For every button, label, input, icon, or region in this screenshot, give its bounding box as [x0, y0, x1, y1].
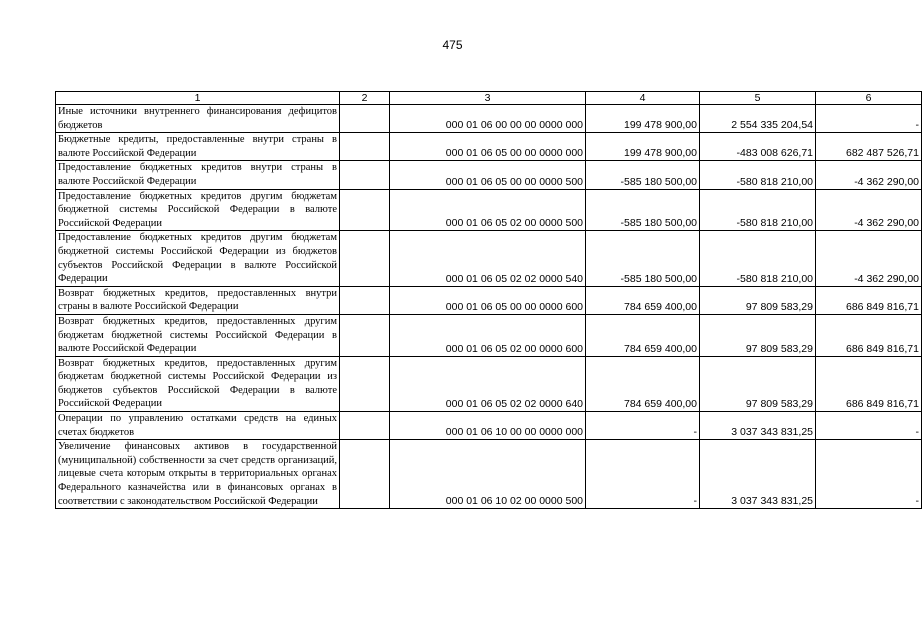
row-name-cell: Возврат бюджетных кредитов, предоставленных другим бюджетам бюджетной системы Российской Федерации в валюте Российской Федерации: [56, 314, 340, 356]
table-row: [56, 105, 922, 133]
row-name-cell: Иные источники внутреннего финансирования дефицитов бюджетов: [56, 105, 340, 133]
value-col4-cell: -585 180 500,00: [586, 161, 700, 189]
row-name-cell: Увеличение финансовых активов в государственной (муниципальной) собственности за счет средств организаций, лицевые счета которым открыты в территориальных органах Федерального казначейства или в финансовых органах в соответствии с законодательством Российской Федерации: [56, 440, 340, 509]
row-name-cell: Предоставление бюджетных кредитов внутри страны в валюте Российской Федерации: [56, 161, 340, 189]
table-row: [56, 231, 922, 286]
page-number: 475: [442, 38, 463, 52]
value-col6-cell: 686 849 816,71: [816, 314, 922, 356]
value-col6-cell: 686 849 816,71: [816, 356, 922, 411]
value-col5-cell: 97 809 583,29: [700, 356, 816, 411]
value-col5-cell: -580 818 210,00: [700, 161, 816, 189]
budget-sources-table: [55, 91, 922, 509]
value-col5-cell: 3 037 343 831,25: [700, 412, 816, 440]
budget-code-cell: 000 01 06 05 02 02 0000 640: [390, 356, 586, 411]
table-row: [56, 286, 922, 314]
row-col2-cell: [340, 133, 390, 161]
row-col2-cell: [340, 286, 390, 314]
value-col4-cell: -: [586, 412, 700, 440]
row-name-cell: Бюджетные кредиты, предоставленные внутри страны в валюте Российской Федерации: [56, 133, 340, 161]
row-col2-cell: [340, 189, 390, 231]
budget-code-cell: 000 01 06 05 00 00 0000 500: [390, 161, 586, 189]
value-col4-cell: 784 659 400,00: [586, 314, 700, 356]
row-name-cell: Возврат бюджетных кредитов, предоставленных внутри страны в валюте Российской Федерации: [56, 286, 340, 314]
row-name-cell: Операции по управлению остатками средств на единых счетах бюджетов: [56, 412, 340, 440]
row-col2-cell: [340, 161, 390, 189]
value-col4-cell: 199 478 900,00: [586, 105, 700, 133]
row-col2-cell: [340, 231, 390, 286]
value-col4-cell: -585 180 500,00: [586, 231, 700, 286]
budget-code-cell: 000 01 06 05 02 02 0000 540: [390, 231, 586, 286]
row-name-cell: Предоставление бюджетных кредитов другим бюджетам бюджетной системы Российской Федерации в валюте Российской Федерации: [56, 189, 340, 231]
column-header: 3: [390, 92, 586, 105]
value-col6-cell: -: [816, 105, 922, 133]
table-header-row: [56, 92, 922, 105]
budget-code-cell: 000 01 06 00 00 00 0000 000: [390, 105, 586, 133]
row-col2-cell: [340, 440, 390, 509]
budget-code-cell: 000 01 06 05 02 00 0000 600: [390, 314, 586, 356]
column-header: 5: [700, 92, 816, 105]
value-col6-cell: 682 487 526,71: [816, 133, 922, 161]
table-row: [56, 133, 922, 161]
table-row: [56, 440, 922, 509]
value-col4-cell: 784 659 400,00: [586, 286, 700, 314]
value-col5-cell: -483 008 626,71: [700, 133, 816, 161]
value-col5-cell: 3 037 343 831,25: [700, 440, 816, 509]
budget-code-cell: 000 01 06 05 00 00 0000 000: [390, 133, 586, 161]
value-col5-cell: -580 818 210,00: [700, 189, 816, 231]
row-col2-cell: [340, 105, 390, 133]
table-row: [56, 161, 922, 189]
column-header: 2: [340, 92, 390, 105]
row-name-cell: Возврат бюджетных кредитов, предоставленных другим бюджетам бюджетной системы Российской Федерации из бюджетов субъектов Российской Федерации в валюте Российской Федерации: [56, 356, 340, 411]
table-row: [56, 189, 922, 231]
column-header: 4: [586, 92, 700, 105]
value-col5-cell: 97 809 583,29: [700, 314, 816, 356]
row-name-cell: Предоставление бюджетных кредитов другим бюджетам бюджетной системы Российской Федерации из бюджетов субъектов Российской Федерации в валюте Российской Федерации: [56, 231, 340, 286]
value-col6-cell: -4 362 290,00: [816, 231, 922, 286]
column-header: 6: [816, 92, 922, 105]
value-col4-cell: -: [586, 440, 700, 509]
value-col6-cell: -: [816, 412, 922, 440]
value-col4-cell: -585 180 500,00: [586, 189, 700, 231]
value-col6-cell: -4 362 290,00: [816, 189, 922, 231]
budget-code-cell: 000 01 06 10 00 00 0000 000: [390, 412, 586, 440]
budget-code-cell: 000 01 06 05 00 00 0000 600: [390, 286, 586, 314]
row-col2-cell: [340, 314, 390, 356]
value-col6-cell: 686 849 816,71: [816, 286, 922, 314]
budget-code-cell: 000 01 06 05 02 00 0000 500: [390, 189, 586, 231]
value-col5-cell: 97 809 583,29: [700, 286, 816, 314]
row-col2-cell: [340, 412, 390, 440]
table-row: [56, 356, 922, 411]
column-header: 1: [56, 92, 340, 105]
value-col4-cell: 784 659 400,00: [586, 356, 700, 411]
table-row: [56, 412, 922, 440]
table-row: [56, 314, 922, 356]
value-col6-cell: -: [816, 440, 922, 509]
budget-code-cell: 000 01 06 10 02 00 0000 500: [390, 440, 586, 509]
value-col5-cell: -580 818 210,00: [700, 231, 816, 286]
value-col5-cell: 2 554 335 204,54: [700, 105, 816, 133]
value-col6-cell: -4 362 290,00: [816, 161, 922, 189]
row-col2-cell: [340, 356, 390, 411]
value-col4-cell: 199 478 900,00: [586, 133, 700, 161]
